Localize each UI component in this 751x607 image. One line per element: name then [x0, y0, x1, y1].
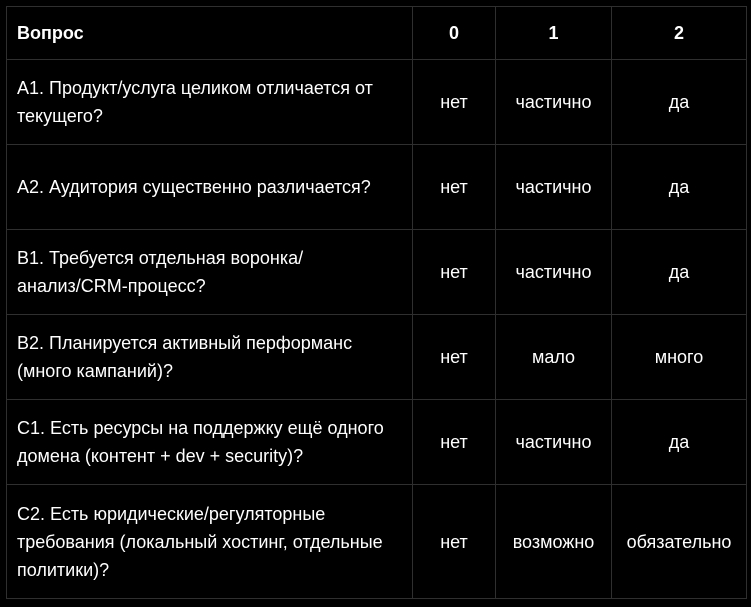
score-0-cell: нет: [413, 315, 496, 400]
criteria-table: [6, 6, 747, 599]
score-2-cell: да: [612, 60, 747, 145]
table-header-row: [7, 7, 747, 60]
score-2-cell: да: [612, 230, 747, 315]
score-1-cell: возможно: [496, 485, 612, 599]
score-1-cell: частично: [496, 230, 612, 315]
header-score-0: 0: [413, 7, 496, 60]
header-score-2: 2: [612, 7, 747, 60]
score-0-cell: нет: [413, 145, 496, 230]
table-row: [7, 400, 747, 485]
score-2-cell: много: [612, 315, 747, 400]
question-cell: С1. Есть ресурсы на поддержку ещё одного домена (контент + dev + security)?: [7, 400, 413, 485]
score-2-cell: обязательно: [612, 485, 747, 599]
table-row: [7, 60, 747, 145]
score-0-cell: нет: [413, 485, 496, 599]
score-1-cell: частично: [496, 145, 612, 230]
score-0-cell: нет: [413, 230, 496, 315]
score-2-cell: да: [612, 400, 747, 485]
table-row: [7, 315, 747, 400]
score-0-cell: нет: [413, 60, 496, 145]
score-1-cell: частично: [496, 400, 612, 485]
question-cell: В1. Требуется отдельная воронка/ анализ/CRM-процесс?: [7, 230, 413, 315]
question-cell: А1. Продукт/услуга целиком отличается от текущего?: [7, 60, 413, 145]
question-cell: В2. Планируется активный перформанс (много кампаний)?: [7, 315, 413, 400]
score-1-cell: частично: [496, 60, 612, 145]
score-0-cell: нет: [413, 400, 496, 485]
score-2-cell: да: [612, 145, 747, 230]
question-cell: А2. Аудитория существенно различается?: [7, 145, 413, 230]
table-row: [7, 485, 747, 599]
table-row: [7, 145, 747, 230]
table-row: [7, 230, 747, 315]
header-question: Вопрос: [7, 7, 413, 60]
question-cell: С2. Есть юридические/регуляторные требования (локальный хостинг, отдельные политики)?: [7, 485, 413, 599]
header-score-1: 1: [496, 7, 612, 60]
score-1-cell: мало: [496, 315, 612, 400]
